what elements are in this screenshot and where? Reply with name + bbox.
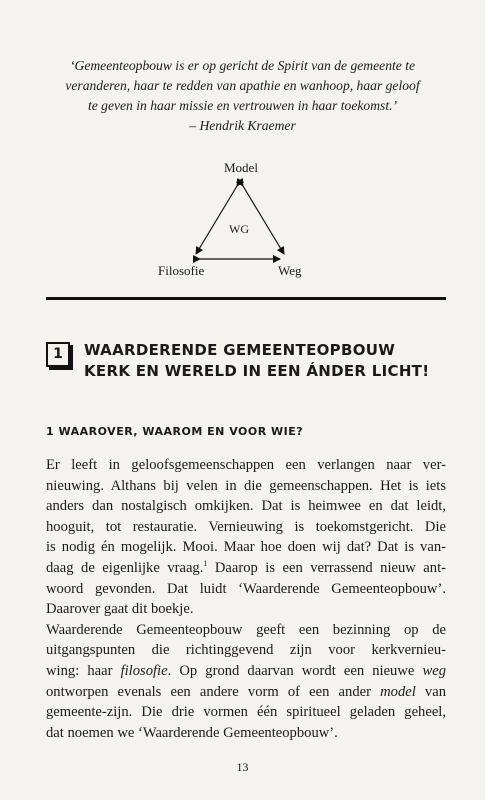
quote-attribution: – Hendrik Kraemer [189, 118, 296, 133]
triangle-diagram [150, 160, 330, 285]
body-line: hooguit, tot restauratie. Vernieuwing is toekomstgericht. Die [46, 518, 446, 535]
body-text [46, 455, 446, 743]
chapter-title-line: WAARDERENDE GEMEENTEOPBOUW [84, 341, 396, 359]
diagram-label-center: WG [229, 222, 249, 236]
body-text-run: Daarop is een verrassend nieuw ant- [207, 559, 446, 576]
chapter-title [84, 340, 454, 382]
body-text-run: van [415, 683, 446, 700]
emphasis: weg [422, 662, 446, 679]
quote-line: te geven in haar missie en vertrouwen in haar toekomst.’ [87, 98, 398, 113]
page-number: 13 [236, 760, 249, 774]
body-text-run: . Op grond daarvan wordt een nieuwe [167, 662, 423, 679]
body-text-run: wing: haar [46, 662, 121, 679]
diagram-label-filosofie: Filosofie [158, 263, 205, 278]
emphasis: filosofie [120, 662, 168, 679]
chapter-number-box: 1 [46, 342, 70, 367]
body-line: anders dan nostalgisch omkijken. Dat is heimwee en dat leidt, [46, 498, 446, 515]
epigraph-quote [40, 56, 445, 136]
section-heading: 1 WAAROVER, WAAROM EN VOOR WIE? [46, 425, 304, 438]
body-text-run: ontworpen evenals een andere vorm of een ander [46, 683, 381, 700]
body-line [46, 558, 446, 579]
section-divider [46, 297, 446, 300]
emphasis: model [380, 683, 416, 700]
body-line: dat noemen we ‘Waarderende Gemeenteopbouw’. [46, 724, 338, 741]
body-line: gemeente-zijn. Die drie vormen één spiritueel geladen geheel, [46, 704, 446, 721]
body-line: nieuwing. Althans bij velen in die gemeenschappen. Het is iets [46, 477, 446, 494]
body-line: is nodig én mogelijk. Mooi. Maar hoe doen wij dat? Dat is van- [46, 539, 446, 556]
body-line: Daarover gaat dit boekje. [46, 601, 194, 618]
body-line: woord gevonden. Dat luidt ‘Waarderende Gemeenteopbouw’. [46, 580, 446, 597]
body-text-run: daag de eigenlijke vraag. [46, 559, 204, 576]
quote-line: ‘Gemeenteopbouw is er op gericht de Spirit van de gemeente te [69, 58, 416, 73]
diagram-label-model: Model [224, 160, 258, 175]
footnote-marker: 1 [203, 559, 208, 569]
quote-line: veranderen, haar te redden van apathie en wanhoop, haar geloof [65, 78, 420, 93]
chapter-title-line: KERK EN WERELD IN EEN ÁNDER LICHT! [84, 362, 430, 380]
body-line: Waarderende Gemeenteopbouw geeft een bezinning op de [46, 621, 446, 638]
body-line: Er leeft in geloofsgemeenschappen een verlangen naar ver- [46, 457, 446, 473]
body-line [46, 661, 446, 682]
body-line: uitgangspunten die richtinggevend zijn voor kerkvernieu- [46, 642, 446, 659]
diagram-label-weg: Weg [278, 263, 302, 278]
body-line [46, 682, 446, 703]
